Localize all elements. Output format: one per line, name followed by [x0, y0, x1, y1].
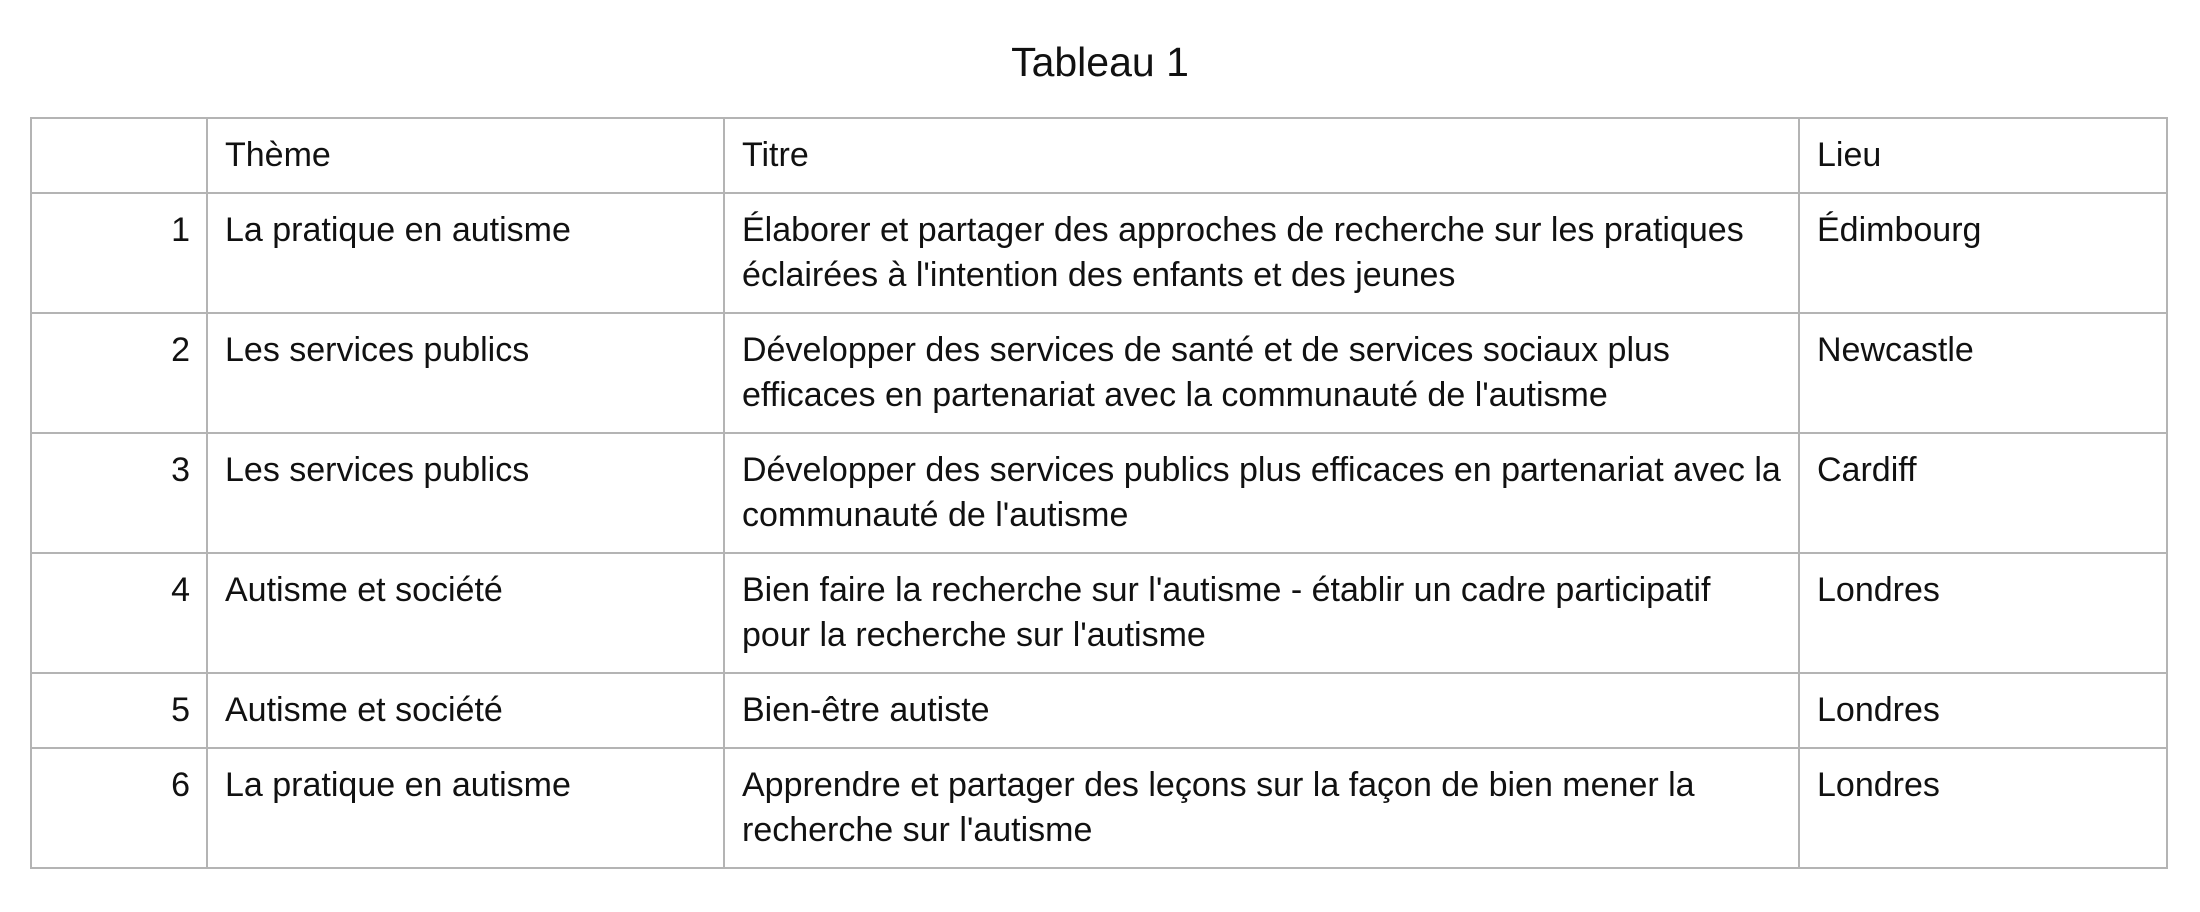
header-cell-theme: Thème — [207, 118, 724, 193]
row-number: 5 — [31, 673, 207, 748]
row-theme: La pratique en autisme — [207, 193, 724, 313]
row-theme: Autisme et société — [207, 673, 724, 748]
row-place: Londres — [1799, 748, 2167, 868]
row-theme: Les services publics — [207, 433, 724, 553]
row-title: Bien-être autiste — [724, 673, 1799, 748]
row-title: Développer des services publics plus efficaces en partenariat avec la communauté de l'autisme — [724, 433, 1799, 553]
row-theme: Autisme et société — [207, 553, 724, 673]
table-caption: Tableau 1 — [1011, 39, 1189, 85]
row-title: Bien faire la recherche sur l'autisme - établir un cadre participatif pour la recherche sur l'autisme — [724, 553, 1799, 673]
row-number: 3 — [31, 433, 207, 553]
header-cell-index — [31, 118, 207, 193]
row-title: Développer des services de santé et de services sociaux plus efficaces en partenariat avec la communauté de l'autisme — [724, 313, 1799, 433]
row-place: Londres — [1799, 673, 2167, 748]
row-theme: La pratique en autisme — [207, 748, 724, 868]
row-place: Newcastle — [1799, 313, 2167, 433]
row-title: Élaborer et partager des approches de recherche sur les pratiques éclairées à l'intention des enfants et des jeunes — [724, 193, 1799, 313]
table-row — [31, 433, 2167, 553]
row-place: Cardiff — [1799, 433, 2167, 553]
row-number: 2 — [31, 313, 207, 433]
row-number: 1 — [31, 193, 207, 313]
header-cell-title: Titre — [724, 118, 1799, 193]
table-row — [31, 553, 2167, 673]
row-place: Londres — [1799, 553, 2167, 673]
data-table — [30, 117, 2168, 869]
table-header-row — [31, 118, 2167, 193]
row-title: Apprendre et partager des leçons sur la façon de bien mener la recherche sur l'autisme — [724, 748, 1799, 868]
table-row — [31, 313, 2167, 433]
row-place: Édimbourg — [1799, 193, 2167, 313]
row-number: 4 — [31, 553, 207, 673]
table-row — [31, 193, 2167, 313]
row-theme: Les services publics — [207, 313, 724, 433]
header-cell-place: Lieu — [1799, 118, 2167, 193]
row-number: 6 — [31, 748, 207, 868]
table-row — [31, 748, 2167, 868]
table-row — [31, 673, 2167, 748]
